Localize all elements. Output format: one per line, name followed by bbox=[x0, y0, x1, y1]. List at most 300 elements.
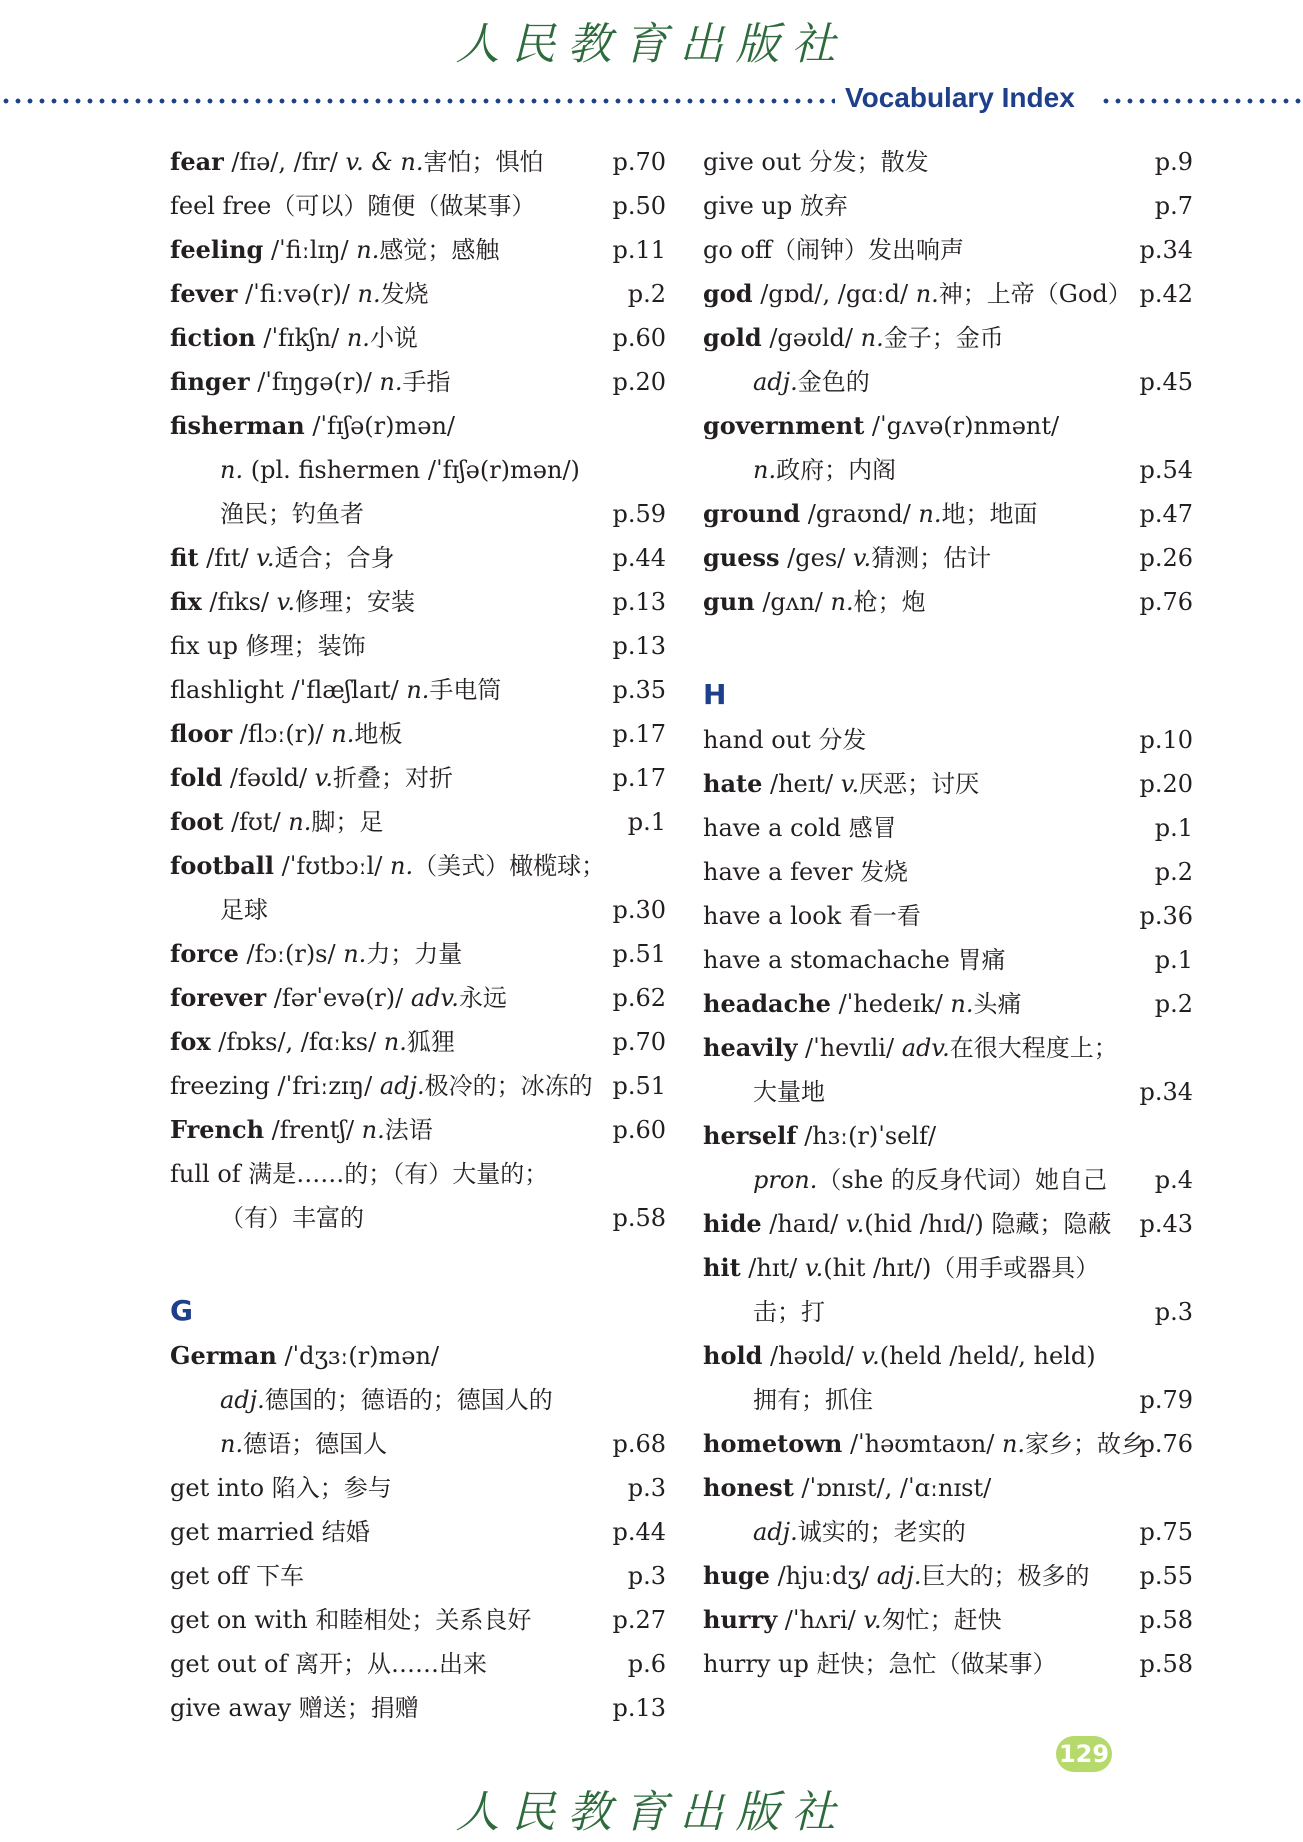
headword: gold bbox=[703, 323, 762, 352]
entry-detail: go off（闹钟）发出响声 bbox=[703, 236, 964, 264]
page-ref: p.2 bbox=[1154, 858, 1193, 886]
part-of-speech: adj. bbox=[753, 1518, 798, 1546]
definition: 政府；内阁 bbox=[776, 456, 897, 484]
entry-text bbox=[703, 938, 1006, 982]
page-ref: p.13 bbox=[612, 588, 666, 616]
definition: 法语 bbox=[384, 1116, 433, 1144]
vocab-entry bbox=[703, 228, 1193, 272]
part-of-speech: v. bbox=[314, 764, 334, 792]
entry-detail: 拥有；抓住 bbox=[753, 1386, 873, 1414]
page-ref: p.26 bbox=[1139, 544, 1193, 572]
vocab-entry bbox=[170, 1554, 666, 1598]
headword: hide bbox=[703, 1209, 762, 1238]
entry-detail: /fɪt/ bbox=[198, 544, 257, 572]
page-ref: p.35 bbox=[612, 676, 666, 704]
entry-detail: get on with 和睦相处；关系良好 bbox=[170, 1606, 532, 1634]
entry-text bbox=[170, 404, 455, 448]
vocab-entry bbox=[170, 404, 666, 448]
page-ref: p.45 bbox=[1139, 368, 1193, 396]
vocab-entry bbox=[170, 536, 666, 580]
vocab-entry bbox=[703, 1422, 1193, 1466]
entry-text bbox=[703, 1114, 936, 1158]
entry-detail: /ˈdʒɜː(r)mən/ bbox=[276, 1342, 440, 1370]
entry-detail: 击；打 bbox=[753, 1298, 825, 1326]
page-ref: p.76 bbox=[1139, 588, 1193, 616]
definition: 感觉；感触 bbox=[379, 236, 500, 264]
part-of-speech: n. bbox=[753, 456, 777, 484]
page-ref: p.3 bbox=[1154, 1298, 1193, 1326]
section-gap bbox=[170, 1240, 666, 1284]
vocab-entry bbox=[703, 806, 1193, 850]
part-of-speech: n. bbox=[220, 456, 244, 484]
page-ref: p.60 bbox=[612, 324, 666, 352]
entry-text bbox=[703, 894, 921, 938]
entry-text bbox=[170, 976, 507, 1020]
vocab-entry bbox=[703, 850, 1193, 894]
page-ref: p.47 bbox=[1139, 500, 1193, 528]
entry-continuation bbox=[703, 1290, 1193, 1334]
page-ref: p.42 bbox=[1139, 280, 1193, 308]
entry-text bbox=[170, 1642, 487, 1686]
vocab-entry bbox=[703, 536, 1193, 580]
entry-text bbox=[170, 1510, 370, 1554]
headword: gun bbox=[703, 587, 755, 616]
entry-continuation bbox=[170, 1422, 666, 1466]
entry-detail: /gɒd/, /gɑːd/ bbox=[752, 280, 916, 308]
definition: 小说 bbox=[369, 324, 418, 352]
entry-text bbox=[703, 718, 866, 762]
vocab-entry bbox=[170, 1152, 666, 1196]
definition: (hid /hɪd/) 隐藏；隐蔽 bbox=[864, 1210, 1112, 1238]
entry-detail: /ˈhʌri/ bbox=[777, 1606, 864, 1634]
vocab-entry bbox=[703, 1466, 1193, 1510]
entry-detail: get off 下车 bbox=[170, 1562, 304, 1590]
part-of-speech: n. bbox=[288, 808, 312, 836]
part-of-speech: n. bbox=[346, 324, 370, 352]
entry-detail: /ˈfʊtbɔːl/ bbox=[274, 852, 391, 880]
entry-continuation bbox=[170, 1378, 666, 1422]
entry-text bbox=[703, 1202, 1111, 1246]
headword: guess bbox=[703, 543, 780, 572]
headword: fix bbox=[170, 587, 202, 616]
entry-detail: have a look 看一看 bbox=[703, 902, 921, 930]
page-ref: p.1 bbox=[1154, 946, 1193, 974]
definition: (hit /hɪt/)（用手或器具） bbox=[823, 1254, 1100, 1282]
entry-text bbox=[170, 1686, 419, 1730]
page-ref: p.17 bbox=[612, 720, 666, 748]
entry-detail: give up 放弃 bbox=[703, 192, 848, 220]
vocab-entry bbox=[703, 1246, 1193, 1290]
entry-detail: flashlight /ˈflæʃlaɪt/ bbox=[170, 676, 407, 704]
entry-text bbox=[703, 806, 897, 850]
page-ref: p.58 bbox=[612, 1204, 666, 1232]
entry-text bbox=[170, 1598, 531, 1642]
entry-detail: 渔民；钓鱼者 bbox=[220, 500, 364, 528]
entry-detail: /gəʊld/ bbox=[761, 324, 861, 352]
entry-text bbox=[753, 448, 896, 492]
part-of-speech: n. bbox=[357, 280, 381, 308]
definition: 德国的；德语的；德国人的 bbox=[264, 1386, 553, 1414]
page-ref: p.43 bbox=[1139, 1210, 1193, 1238]
definition: 适合；合身 bbox=[274, 544, 395, 572]
entry-text bbox=[703, 1422, 1145, 1466]
entry-text bbox=[170, 624, 366, 668]
headword: fiction bbox=[170, 323, 256, 352]
page-ref: p.70 bbox=[612, 1028, 666, 1056]
entry-detail: /ˈfɪʃə(r)mən/ bbox=[304, 412, 456, 440]
page-header bbox=[0, 82, 1303, 122]
part-of-speech: adj. bbox=[753, 368, 798, 396]
definition: （美式）橄榄球； bbox=[413, 852, 606, 880]
part-of-speech: n. bbox=[860, 324, 884, 352]
part-of-speech: v. bbox=[804, 1254, 824, 1282]
page-ref: p.79 bbox=[1139, 1386, 1193, 1414]
vocab-entry bbox=[170, 976, 666, 1020]
entry-detail: /fɪks/ bbox=[201, 588, 277, 616]
vocab-entry bbox=[703, 316, 1193, 360]
definition: 德语；德国人 bbox=[243, 1430, 388, 1458]
part-of-speech: n. bbox=[331, 720, 355, 748]
entry-continuation bbox=[170, 888, 666, 932]
vocab-entry bbox=[703, 580, 1193, 624]
entry-text bbox=[170, 184, 535, 228]
definition: 金色的 bbox=[797, 368, 870, 396]
vocab-entry bbox=[703, 1554, 1193, 1598]
page-ref: p.7 bbox=[1154, 192, 1193, 220]
page-ref: p.3 bbox=[627, 1562, 666, 1590]
part-of-speech: adv. bbox=[901, 1034, 950, 1062]
vocab-entry bbox=[170, 316, 666, 360]
definition: 脚；足 bbox=[311, 808, 384, 836]
page-ref: p.51 bbox=[612, 1072, 666, 1100]
part-of-speech: v. bbox=[276, 588, 295, 616]
headword: headache bbox=[703, 989, 831, 1018]
headword: hit bbox=[703, 1253, 741, 1282]
entry-continuation bbox=[703, 1158, 1193, 1202]
entry-text bbox=[703, 1642, 1057, 1686]
letter-heading: G bbox=[170, 1294, 193, 1327]
page-number-badge: 129 bbox=[1056, 1736, 1112, 1772]
vocab-entry bbox=[703, 184, 1193, 228]
page-ref: p.6 bbox=[627, 1650, 666, 1678]
part-of-speech: n. bbox=[1001, 1430, 1026, 1458]
vocab-entry bbox=[703, 1026, 1193, 1070]
entry-text bbox=[703, 1466, 991, 1510]
entry-detail: /fɪə/, /fɪr/ bbox=[223, 148, 346, 176]
entry-text bbox=[220, 1196, 364, 1240]
page-ref: p.1 bbox=[627, 808, 666, 836]
part-of-speech: n. bbox=[379, 368, 403, 396]
entry-detail: full of 满是……的；（有）大量的； bbox=[170, 1160, 549, 1188]
entry-continuation bbox=[703, 1378, 1193, 1422]
headword: heavily bbox=[703, 1033, 798, 1062]
entry-detail: have a fever 发烧 bbox=[703, 858, 909, 886]
vocab-entry bbox=[703, 762, 1193, 806]
definition: (held /held/, held) bbox=[879, 1342, 1096, 1370]
entry-detail: give out 分发；散发 bbox=[703, 148, 929, 176]
entry-text bbox=[170, 228, 499, 272]
publisher-logo-top: 人民教育出版社 bbox=[455, 19, 848, 70]
entry-detail: /frentʃ/ bbox=[264, 1116, 362, 1144]
entry-detail: hand out 分发 bbox=[703, 726, 867, 754]
headword: foot bbox=[170, 807, 224, 836]
vocab-entry bbox=[170, 1466, 666, 1510]
vocab-entry bbox=[703, 1642, 1193, 1686]
section-gap bbox=[703, 624, 1193, 668]
vocab-entry bbox=[170, 1108, 666, 1152]
page-ref: p.2 bbox=[627, 280, 666, 308]
vocab-entry bbox=[703, 272, 1193, 316]
entry-text bbox=[170, 272, 429, 316]
entry-text bbox=[170, 140, 544, 184]
part-of-speech: n. bbox=[383, 1028, 407, 1056]
entry-text bbox=[170, 580, 415, 624]
vocab-column-right bbox=[703, 140, 1193, 1686]
entry-continuation bbox=[703, 448, 1193, 492]
part-of-speech: n. bbox=[343, 940, 367, 968]
page-ref: p.55 bbox=[1139, 1562, 1193, 1590]
headword: feeling bbox=[170, 235, 264, 264]
headword: forever bbox=[170, 983, 267, 1012]
page-ref: p.13 bbox=[612, 632, 666, 660]
headword: force bbox=[170, 939, 239, 968]
entry-text bbox=[703, 404, 1059, 448]
headword: herself bbox=[703, 1121, 797, 1150]
entry-text bbox=[703, 1598, 1002, 1642]
part-of-speech: adj. bbox=[220, 1386, 265, 1414]
definition: 枪；炮 bbox=[853, 588, 926, 616]
page-ref: p.1 bbox=[1154, 814, 1193, 842]
entry-detail: /ˈɒnɪst/, /ˈɑːnɪst/ bbox=[793, 1474, 992, 1502]
part-of-speech: n. bbox=[406, 676, 430, 704]
entry-detail: have a stomachache 胃痛 bbox=[703, 946, 1006, 974]
vocab-entry bbox=[703, 492, 1193, 536]
vocab-entry bbox=[170, 712, 666, 756]
entry-text bbox=[753, 1290, 825, 1334]
part-of-speech: n. bbox=[915, 280, 939, 308]
entry-detail: /fɒks/, /fɑːks/ bbox=[210, 1028, 384, 1056]
entry-text bbox=[703, 316, 1004, 360]
definition: 巨大的；极多的 bbox=[921, 1562, 1090, 1590]
page-ref: p.60 bbox=[612, 1116, 666, 1144]
page-ref: p.30 bbox=[612, 896, 666, 924]
entry-text bbox=[170, 1334, 439, 1378]
headword: hometown bbox=[703, 1429, 843, 1458]
definition: 永远 bbox=[458, 984, 507, 1012]
part-of-speech: adv. bbox=[410, 984, 459, 1012]
entry-detail: /hɪt/ bbox=[740, 1254, 805, 1282]
entry-text bbox=[703, 184, 848, 228]
entry-detail: give away 赠送；捐赠 bbox=[170, 1694, 419, 1722]
definition: 厌恶；讨厌 bbox=[859, 770, 980, 798]
entry-detail: /həʊld/ bbox=[762, 1342, 862, 1370]
vocab-entry bbox=[170, 1686, 666, 1730]
headword: football bbox=[170, 851, 274, 880]
entry-detail: /ˈhevɪli/ bbox=[797, 1034, 902, 1062]
page-ref: p.27 bbox=[612, 1606, 666, 1634]
vocab-entry bbox=[170, 1334, 666, 1378]
headword: hold bbox=[703, 1341, 763, 1370]
part-of-speech: v. bbox=[861, 1342, 880, 1370]
entry-text bbox=[703, 1026, 1118, 1070]
page-ref: p.76 bbox=[1139, 1430, 1193, 1458]
page-ref: p.62 bbox=[612, 984, 666, 1012]
part-of-speech: n. bbox=[361, 1116, 385, 1144]
part-of-speech: pron. bbox=[753, 1166, 818, 1194]
page-ref: p.44 bbox=[612, 544, 666, 572]
entry-text bbox=[753, 1510, 966, 1554]
entry-detail: /graʊnd/ bbox=[800, 500, 919, 528]
part-of-speech: v. bbox=[863, 1606, 882, 1634]
page-ref: p.54 bbox=[1139, 456, 1193, 484]
page-ref: p.3 bbox=[627, 1474, 666, 1502]
definition: 地板 bbox=[354, 720, 403, 748]
entry-text bbox=[170, 1466, 392, 1510]
entry-text bbox=[170, 1554, 304, 1598]
definition: 极冷的；冰冻的 bbox=[424, 1072, 593, 1100]
entry-text bbox=[703, 850, 908, 894]
definition: 折叠；对折 bbox=[333, 764, 454, 792]
page-ref: p.50 bbox=[612, 192, 666, 220]
entry-text bbox=[703, 228, 964, 272]
definition: （she 的反身代词）她自己 bbox=[817, 1166, 1107, 1194]
entry-text bbox=[170, 844, 605, 888]
entry-text bbox=[220, 1422, 387, 1466]
page-ref: p.36 bbox=[1139, 902, 1193, 930]
entry-detail: /fɔː(r)s/ bbox=[238, 940, 344, 968]
entry-text bbox=[170, 668, 501, 712]
definition: 金子；金币 bbox=[883, 324, 1004, 352]
entry-detail: /ges/ bbox=[779, 544, 853, 572]
part-of-speech: n. bbox=[830, 588, 854, 616]
definition: 力；力量 bbox=[366, 940, 463, 968]
page-ref: p.59 bbox=[612, 500, 666, 528]
vocab-entry bbox=[170, 932, 666, 976]
definition: 匆忙；赶快 bbox=[881, 1606, 1002, 1634]
entry-detail: /hɜː(r)ˈself/ bbox=[796, 1122, 937, 1150]
entry-detail: fix up 修理；装饰 bbox=[170, 632, 366, 660]
dotted-rule-right bbox=[1100, 98, 1303, 104]
entry-detail: /ˈfɪŋgə(r)/ bbox=[249, 368, 380, 396]
part-of-speech: n. bbox=[918, 500, 942, 528]
vocab-entry bbox=[170, 360, 666, 404]
definition: 家乡；故乡 bbox=[1025, 1430, 1146, 1458]
entry-detail: /ˈfɪkʃn/ bbox=[255, 324, 347, 352]
entry-text bbox=[220, 448, 580, 492]
definition: 害怕；惧怕 bbox=[423, 148, 544, 176]
vocab-entry bbox=[170, 844, 666, 888]
vocab-entry bbox=[703, 1598, 1193, 1642]
vocab-entry bbox=[170, 1064, 666, 1108]
vocab-entry bbox=[703, 938, 1193, 982]
entry-text bbox=[703, 536, 991, 580]
definition: 猜测；估计 bbox=[871, 544, 992, 572]
vocab-entry bbox=[703, 1202, 1193, 1246]
definition: 神；上帝（God） bbox=[938, 280, 1132, 308]
entry-detail: /ˈfiːvə(r)/ bbox=[237, 280, 358, 308]
headword: fox bbox=[170, 1027, 211, 1056]
vocab-entry bbox=[703, 1114, 1193, 1158]
entry-detail: /ˈhəʊmtaʊn/ bbox=[842, 1430, 1002, 1458]
entry-text bbox=[703, 1554, 1089, 1598]
page-ref: p.44 bbox=[612, 1518, 666, 1546]
page-ref: p.20 bbox=[1139, 770, 1193, 798]
page-ref: p.51 bbox=[612, 940, 666, 968]
vocab-entry bbox=[170, 668, 666, 712]
entry-detail: /gʌn/ bbox=[754, 588, 831, 616]
part-of-speech: v. bbox=[852, 544, 872, 572]
entry-detail: /fərˈevə(r)/ bbox=[266, 984, 411, 1012]
headword: government bbox=[703, 411, 865, 440]
definition: 手电筒 bbox=[429, 676, 502, 704]
entry-detail: /ˈhedeɪk/ bbox=[830, 990, 951, 1018]
headword: fit bbox=[170, 543, 199, 572]
entry-detail: /ˈfiːlɪŋ/ bbox=[263, 236, 357, 264]
vocab-entry bbox=[703, 140, 1193, 184]
definition: 在很大程度上； bbox=[949, 1034, 1118, 1062]
definition: 诚实的；老实的 bbox=[797, 1518, 966, 1546]
headword: French bbox=[170, 1115, 265, 1144]
headword: hurry bbox=[703, 1605, 778, 1634]
entry-text bbox=[703, 272, 1132, 316]
vocab-entry bbox=[170, 1510, 666, 1554]
part-of-speech: n. bbox=[950, 990, 974, 1018]
headword: ground bbox=[703, 499, 801, 528]
entry-text bbox=[753, 1158, 1107, 1202]
entry-text bbox=[170, 360, 451, 404]
vocab-entry bbox=[170, 1642, 666, 1686]
definition: 狐狸 bbox=[406, 1028, 455, 1056]
vocab-entry bbox=[170, 580, 666, 624]
vocab-entry bbox=[170, 228, 666, 272]
entry-continuation bbox=[703, 1510, 1193, 1554]
section-title: Vocabulary Index bbox=[845, 82, 1075, 113]
entry-detail: /ˈgʌvə(r)nmənt/ bbox=[864, 412, 1060, 440]
page-ref: p.4 bbox=[1154, 1166, 1193, 1194]
entry-detail: get into 陷入；参与 bbox=[170, 1474, 392, 1502]
publisher-logo-bottom: 人民教育出版社 bbox=[455, 1787, 848, 1838]
page-ref: p.58 bbox=[1139, 1606, 1193, 1634]
vocab-entry bbox=[703, 1334, 1193, 1378]
dotted-rule-left bbox=[0, 98, 835, 104]
entry-detail: （有）丰富的 bbox=[220, 1204, 364, 1232]
part-of-speech: n. bbox=[220, 1430, 244, 1458]
page-ref: p.34 bbox=[1139, 1078, 1193, 1106]
definition: 手指 bbox=[402, 368, 451, 396]
page-ref: p.17 bbox=[612, 764, 666, 792]
headword: fever bbox=[170, 279, 238, 308]
headword: fold bbox=[170, 763, 223, 792]
entry-detail: /fʊt/ bbox=[223, 808, 289, 836]
entry-detail: have a cold 感冒 bbox=[703, 814, 897, 842]
part-of-speech: adj. bbox=[876, 1562, 922, 1590]
entry-text bbox=[220, 1378, 553, 1422]
entry-detail: hurry up 赶快；急忙（做某事） bbox=[703, 1650, 1057, 1678]
entry-continuation bbox=[703, 360, 1193, 404]
entry-text bbox=[170, 1064, 593, 1108]
entry-text bbox=[703, 1246, 1099, 1290]
entry-text bbox=[170, 1108, 433, 1152]
vocab-column-left bbox=[170, 140, 666, 1730]
vocab-entry bbox=[170, 140, 666, 184]
headword: hate bbox=[703, 769, 763, 798]
vocab-entry bbox=[170, 800, 666, 844]
entry-text bbox=[170, 800, 383, 844]
entry-detail: freezing /ˈfriːzɪŋ/ bbox=[170, 1072, 380, 1100]
headword: fisherman bbox=[170, 411, 305, 440]
entry-text bbox=[703, 1334, 1096, 1378]
entry-detail: /fəʊld/ bbox=[222, 764, 315, 792]
